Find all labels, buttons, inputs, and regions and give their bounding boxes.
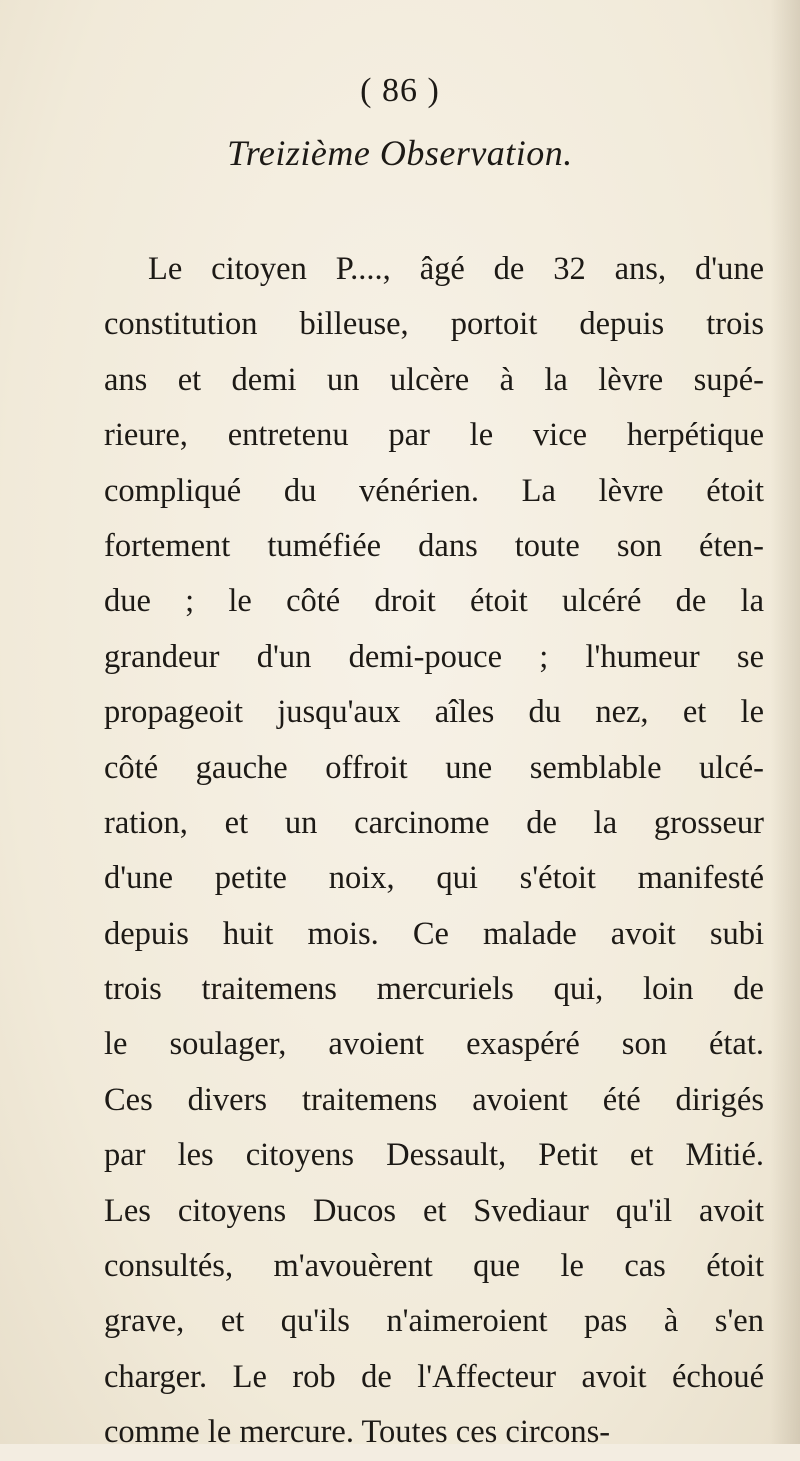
text-line: fortement tuméfiée dans toute son éten- [104,527,764,564]
text-line: comme le mercure. Toutes ces circons- [104,1414,611,1451]
text-line: due ; le côté droit étoit ulcéré de la [104,583,764,620]
page-edge-shadow [770,0,800,1444]
text-line: charger. Le rob de l'Affecteur avoit échoué [104,1358,764,1395]
text-line: Les citoyens Ducos et Svediaur qu'il avoit [104,1192,764,1229]
text-line: grandeur d'un demi-pouce ; l'humeur se [104,638,764,675]
text-line: par les citoyens Dessault, Petit et Mitié. [104,1137,764,1174]
observation-heading: Treizième Observation. [227,133,573,173]
text-line: rieure, entretenu par le vice herpétique [104,417,764,454]
text-line: le soulager, avoient exaspéré son état. [104,1026,764,1063]
text-line: constitution billeuse, portoit depuis trois [104,306,764,343]
text-line: côté gauche offroit une semblable ulcé- [104,749,764,786]
body-paragraph [104,242,764,1461]
page-number: ( 86 ) [360,72,440,109]
text-line: depuis huit mois. Ce malade avoit subi [104,915,764,952]
text-line: trois traitemens mercuriels qui, loin de [104,971,764,1008]
text-line: propageoit jusqu'aux aîles du nez, et le [104,694,764,731]
text-line: consultés, m'avouèrent que le cas étoit [104,1248,764,1285]
text-line: ration, et un carcinome de la grosseur [104,804,764,841]
text-line: Ces divers traitemens avoient été dirigés [104,1081,764,1118]
text-line: compliqué du vénérien. La lèvre étoit [104,472,764,509]
text-line: grave, et qu'ils n'aimeroient pas à s'en [104,1303,764,1340]
text-line: ans et demi un ulcère à la lèvre supé- [104,361,764,398]
text-line: Le citoyen P...., âgé de 32 ans, d'une [148,251,764,287]
text-line: d'une petite noix, qui s'étoit manifesté [104,860,764,897]
